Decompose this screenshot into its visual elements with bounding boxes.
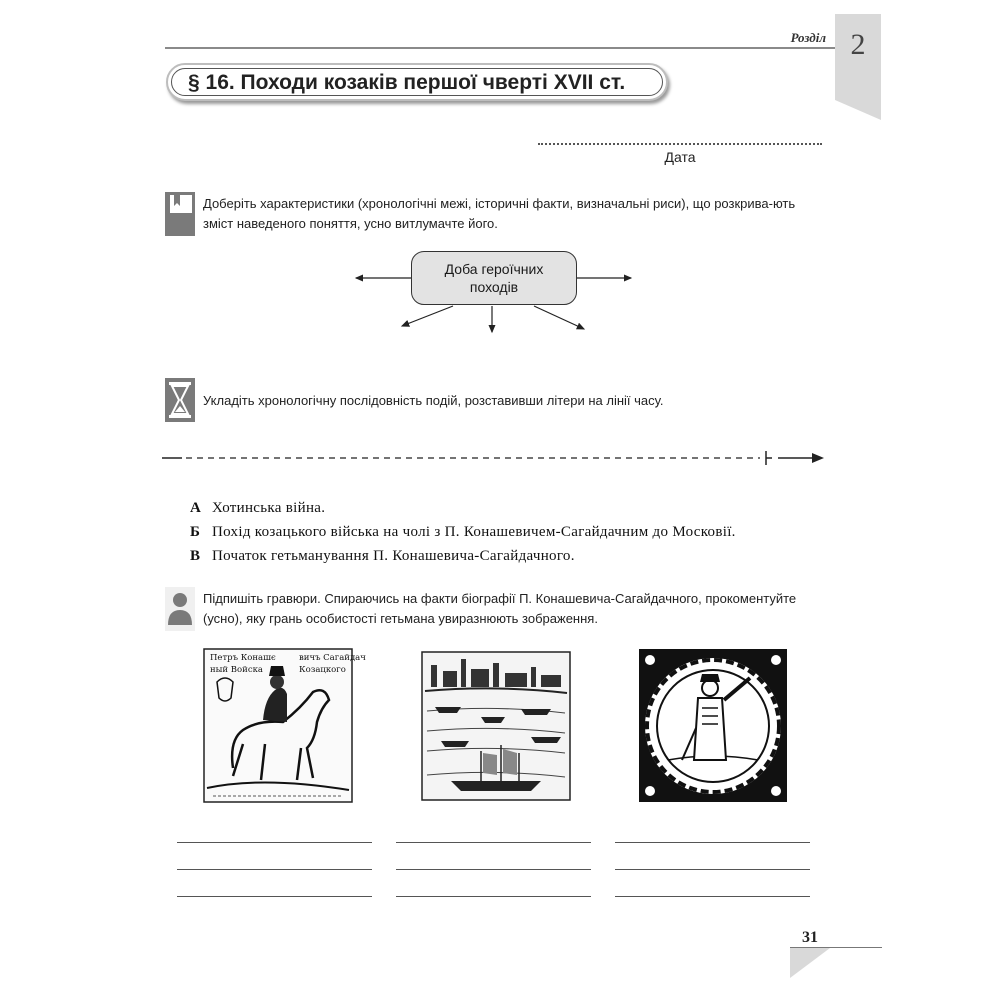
event-text: Похід козацького війська на чолі з П. Конашевичем-Сагайдачним до Московії. xyxy=(212,524,736,540)
task1-text: Доберіть характеристики (хронологічні межі, історичні факти, визначальні риси), що розкрива-ють зміст наведеного поняття, усно витлумачте його. xyxy=(203,196,796,231)
answer-line[interactable] xyxy=(615,896,810,897)
section-tab xyxy=(835,14,881,120)
hourglass-icon xyxy=(165,378,195,422)
lesson-title: § 16. Походи козаків першої чверті XVII ст. xyxy=(188,71,626,94)
task2-text: Укладіть хронологічну послідовність подій, розставивши літери на лінії часу. xyxy=(203,393,664,408)
concept-box: Доба героїчних походів xyxy=(411,251,577,305)
engraving-ships xyxy=(421,651,571,806)
page-number: 31 xyxy=(802,929,818,946)
event-letter: А xyxy=(190,500,201,516)
person-icon xyxy=(165,587,195,631)
events-list xyxy=(190,498,826,570)
header-rule xyxy=(165,47,835,49)
answer-line[interactable] xyxy=(396,842,591,843)
lesson-title-box xyxy=(166,63,668,101)
date-line[interactable] xyxy=(538,143,822,145)
engraving-cossack xyxy=(638,648,788,803)
footer-tab xyxy=(790,948,830,978)
answer-line[interactable] xyxy=(177,869,372,870)
event-text: Початок гетьманування П. Конашевича-Сагайдачного. xyxy=(212,548,575,564)
list-item xyxy=(190,546,826,567)
engraving-caption: Козацкого xyxy=(299,665,346,675)
task3-text: Підпишіть гравюри. Спираючись на факти біографії П. Конашевича-Сагайдачного, прокоментуйте (усно), яку грань особистості гетьмана увиразнюють зображення. xyxy=(203,591,797,626)
answer-line[interactable] xyxy=(177,896,372,897)
answer-line[interactable] xyxy=(396,896,591,897)
engraving-horseman xyxy=(203,648,366,803)
answer-line[interactable] xyxy=(396,869,591,870)
answer-line[interactable] xyxy=(615,842,810,843)
list-item xyxy=(190,522,826,543)
event-letter: В xyxy=(190,548,201,564)
date-label: Дата xyxy=(664,149,696,165)
answer-line[interactable] xyxy=(615,869,810,870)
section-label: Розділ xyxy=(790,30,826,45)
event-text: Хотинська війна. xyxy=(212,500,326,516)
answer-line[interactable] xyxy=(177,842,372,843)
section-number: 2 xyxy=(850,28,866,61)
engraving-caption: ный Войска xyxy=(210,665,263,675)
event-letter: Б xyxy=(190,524,200,540)
timeline[interactable] xyxy=(160,447,830,469)
engraving-caption: Петръ Конашє xyxy=(210,653,276,663)
engraving-caption: вичъ Сагайдач xyxy=(299,653,366,663)
list-item xyxy=(190,498,826,519)
book-icon xyxy=(165,192,195,236)
